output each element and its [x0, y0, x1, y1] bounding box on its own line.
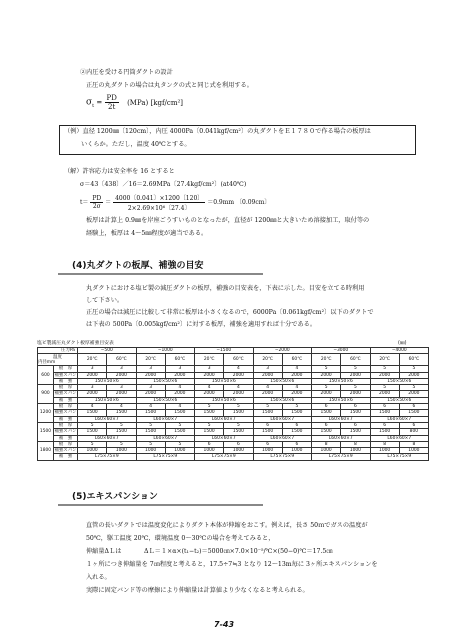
thickness-cell: 5	[78, 422, 107, 428]
span-cell: 2000	[195, 372, 224, 378]
span-cell: 1000	[282, 448, 311, 454]
fraction-1-num: PD	[92, 195, 102, 202]
reinforcement-cell: L60×60×7	[78, 416, 137, 422]
solution-line-1: （解）許容応力は安全率を 16 とすると	[64, 168, 175, 175]
reinforcement-cell: 150×50×6	[370, 378, 429, 384]
thickness-cell: 6	[282, 422, 311, 428]
diameter-cell: 900	[38, 385, 54, 404]
temp-header: 20℃	[195, 354, 224, 366]
span-cell: 1500	[253, 410, 282, 416]
thickness-cell: 4	[224, 385, 253, 391]
span-cell: 2000	[399, 372, 428, 378]
reinforcement-cell: 150×50×6	[195, 378, 254, 384]
section-2-title: ②内圧を受ける円筒ダクトの設計	[80, 69, 173, 76]
reinforcement-cell: 150×50×6	[78, 397, 137, 403]
result: ＝0.9mm 〔0.09cm〕	[207, 199, 271, 206]
thickness-cell: 4	[136, 404, 165, 410]
temp-header: 20℃	[136, 354, 165, 366]
span-cell: 1500	[107, 429, 136, 435]
span-cell: 1500	[136, 410, 165, 416]
span-cell: 2000	[370, 372, 399, 378]
thickness-cell: 3	[78, 366, 107, 372]
table-row	[38, 454, 429, 460]
section-5-underline	[58, 504, 263, 506]
thickness-cell: 4	[107, 404, 136, 410]
thickness-cell: 5	[341, 385, 370, 391]
fraction-1	[90, 195, 103, 210]
span-cell: 2000	[165, 391, 194, 397]
reinforcement-cell: 150×50×6	[78, 378, 137, 384]
t-lhs: t＝	[80, 199, 89, 206]
thickness-cell: 4	[282, 366, 311, 372]
thickness-cell: 4	[224, 366, 253, 372]
thickness-cell: 5	[165, 441, 194, 447]
span-cell: 1500	[341, 410, 370, 416]
row-label: 補強スパン	[54, 448, 77, 454]
sigma-symbol: σ	[86, 97, 93, 108]
span-cell: 1000	[78, 448, 107, 454]
thickness-cell: 3	[253, 366, 282, 372]
pressure-header: −2000	[253, 348, 312, 354]
fraction-1-den: 2σ	[92, 203, 101, 210]
section-4-p3: 正圧の場合は減圧に比較して非常に板厚は小さくなるので，6000Pa〔0.061kgf/cm²〕以下のダクトで	[86, 309, 374, 316]
span-cell: 1500	[312, 429, 341, 435]
reinforcement-cell: L60×60×7	[370, 416, 429, 422]
reinforcement-cell: 150×50×6	[195, 397, 254, 403]
formula-denominator: 2t	[108, 103, 116, 111]
diameter-cell: 1800	[38, 441, 54, 460]
thickness-cell: 5	[312, 366, 341, 372]
row-label: 補 強	[54, 378, 78, 384]
row-label: 補強スパン	[54, 372, 77, 378]
section-5-p3a: 伸縮量ΔＬは	[86, 548, 122, 555]
section-5-p1: 直管の長いダクトでは温度変化によりダクト本体が伸縮をおこす。例えば，長さ 50ｍでガスの温度が	[86, 522, 368, 529]
table-unit: (㎜)	[398, 341, 407, 346]
span-cell: 2000	[195, 391, 224, 397]
thickness-cell: 6	[370, 422, 399, 428]
fraction-2-den: 2×2.69×10⁶〔27.4〕	[127, 205, 191, 212]
section-4-p2: して下さい。	[86, 297, 124, 304]
thickness-formula	[80, 193, 270, 212]
span-cell: 2000	[341, 372, 370, 378]
section-4-p1: 丸ダクトにおける塩ビ製の減圧ダクトの板厚，補強の目安表を，下表に示した。目安を立てる時利用	[86, 285, 365, 292]
section-4-heading: (4)丸ダクトの板厚、補強の目安	[72, 261, 204, 271]
formula-equals: =	[96, 98, 103, 107]
row-label: 板 厚	[54, 404, 78, 410]
span-cell: 2000	[224, 391, 253, 397]
formula-fraction	[105, 94, 119, 111]
corner-pressure: 圧力Pa	[38, 348, 78, 354]
span-cell: 1500	[165, 410, 194, 416]
section-5-p6: 実際に固定バンド等の摩擦により伸縮量は計算値より少なくなると考えられる。	[86, 587, 309, 594]
thickness-cell: 3	[165, 366, 194, 372]
thickness-cell: 8	[370, 441, 399, 447]
thickness-cell: 5	[195, 404, 224, 410]
thickness-cell: 6	[341, 404, 370, 410]
fraction-2	[113, 193, 205, 212]
row-label: 板 厚	[54, 441, 78, 447]
thickness-table	[37, 347, 429, 461]
span-cell: 1000	[165, 448, 194, 454]
thickness-cell: 5	[399, 385, 428, 391]
reinforcement-cell: L60×60×7	[312, 435, 371, 441]
row-label: 板 厚	[54, 422, 78, 428]
reinforcement-cell: L75×75×9	[78, 454, 137, 460]
span-cell: 1500	[399, 410, 428, 416]
diameter-cell: 1200	[38, 404, 54, 423]
thickness-cell: 5	[107, 422, 136, 428]
span-cell: 1500	[341, 429, 370, 435]
thickness-cell: 5	[341, 366, 370, 372]
reinforcement-cell: 150×50×6	[136, 397, 195, 403]
span-cell: 1000	[370, 448, 399, 454]
temp-header: 60℃	[165, 354, 194, 366]
span-cell: 800	[399, 429, 428, 435]
row-label: 板 厚	[54, 366, 78, 372]
thickness-cell: 5	[78, 441, 107, 447]
reinforcement-cell: L75×75×9	[195, 454, 254, 460]
section-4-underline	[58, 273, 263, 275]
thickness-cell: 6	[312, 422, 341, 428]
temp-header: 60℃	[107, 354, 136, 366]
span-cell: 1500	[370, 410, 399, 416]
solution-line-2: σ＝43〔438〕／16＝2.69MPa〔27.4kgf/cm²〕(at40℃)	[80, 181, 247, 188]
thickness-cell: 5	[224, 422, 253, 428]
span-cell: 2000	[253, 391, 282, 397]
reinforcement-cell: 150×50×6	[136, 378, 195, 384]
span-cell: 1500	[253, 429, 282, 435]
reinforcement-cell: L60×60×7	[253, 416, 312, 422]
span-cell: 1500	[107, 410, 136, 416]
row-label: 補 強	[54, 416, 78, 422]
span-cell: 1000	[399, 448, 428, 454]
span-cell: 1000	[341, 448, 370, 454]
diameter-cell: 1500	[38, 422, 54, 441]
section-4-p4: は下表の 500Pa〔0.005kgf/cm²〕に対する板厚，補強を適用すれば十分である。	[86, 321, 317, 328]
reinforcement-cell: L60×60×7	[195, 435, 254, 441]
thickness-cell: 5	[312, 385, 341, 391]
span-cell: 2000	[312, 391, 341, 397]
span-cell: 1000	[195, 448, 224, 454]
thickness-cell: 5	[136, 441, 165, 447]
span-cell: 1000	[312, 448, 341, 454]
span-cell: 1500	[224, 429, 253, 435]
pressure-header: −4000	[370, 348, 429, 354]
span-cell: 2000	[370, 391, 399, 397]
example-line-2: いくらか。ただし，温度 40℃とする。	[81, 141, 191, 148]
thickness-cell: 3	[136, 366, 165, 372]
span-cell: 1500	[195, 429, 224, 435]
thickness-cell: 5	[370, 385, 399, 391]
section-5-p4: １ヶ所につき伸縮量を 7㎝程度と考えると，17.5÷7≒3 となり 12～13m毎に 3ヶ所エキスパンションを	[86, 561, 378, 568]
thickness-cell: 5	[282, 404, 311, 410]
section-5-p2: 50℃，駆工温度 20℃，環境温度 0～30℃の場合を考えてみると，	[86, 535, 275, 542]
reinforcement-cell: L60×60×7	[136, 416, 195, 422]
thickness-cell: 6	[253, 441, 282, 447]
reinforcement-cell: L75×75×9	[253, 454, 312, 460]
thickness-cell: 6	[195, 441, 224, 447]
span-cell: 1500	[224, 410, 253, 416]
formula-numerator: PD	[106, 94, 117, 102]
span-cell: 1500	[136, 429, 165, 435]
span-cell: 1500	[165, 429, 194, 435]
reinforcement-cell: 150×50×6	[253, 397, 312, 403]
span-cell: 2000	[224, 372, 253, 378]
reinforcement-cell: L60×60×7	[136, 435, 195, 441]
span-cell: 1500	[78, 410, 107, 416]
thickness-cell: 4	[195, 385, 224, 391]
reinforcement-cell: 150×50×6	[370, 397, 429, 403]
temp-header: 20℃	[370, 354, 399, 366]
thickness-cell: 5	[195, 422, 224, 428]
span-cell: 1500	[282, 410, 311, 416]
reinforcement-cell: L75×75×9	[312, 454, 371, 460]
reinforcement-cell: L60×60×7	[195, 416, 254, 422]
temp-header: 60℃	[224, 354, 253, 366]
span-cell: 2000	[136, 372, 165, 378]
thickness-cell: 4	[78, 404, 107, 410]
span-cell: 2000	[253, 372, 282, 378]
thickness-cell: 6	[399, 404, 428, 410]
thickness-cell: 3	[78, 385, 107, 391]
thickness-cell: 6	[224, 441, 253, 447]
temp-header: 60℃	[282, 354, 311, 366]
corner-diameter: 内径mm	[38, 359, 56, 365]
row-label: 板 厚	[54, 385, 78, 391]
thickness-cell: 3	[195, 366, 224, 372]
pressure-header: −3000	[312, 348, 371, 354]
corner-temp: 温度	[53, 354, 62, 360]
solution-line-3: 板厚は計算上 0.9㎜を岸座ごうすいものとなったが，直径が 1200㎜と大きいため溶接加工，取付等の	[86, 217, 370, 224]
thickness-cell: 6	[282, 441, 311, 447]
temp-header: 20℃	[312, 354, 341, 366]
example-line-1: （例）直径 1200㎜〔120cm〕，内圧 4000Pa〔0.041kgf/cm²〕の丸ダクトをＥ１７８０で作る場合の板厚は	[64, 128, 371, 135]
section-5-heading: (5)エキスパンション	[72, 492, 158, 502]
span-cell: 2000	[282, 391, 311, 397]
thickness-cell: 3	[136, 385, 165, 391]
reinforcement-cell: L75×75×9	[136, 454, 195, 460]
thickness-cell: 8	[399, 441, 428, 447]
page-number: 7-43	[214, 620, 235, 629]
span-cell: 2000	[282, 372, 311, 378]
reinforcement-cell: L60×60×7	[370, 435, 429, 441]
temp-header: 60℃	[341, 354, 370, 366]
row-label: 補 強	[54, 397, 78, 403]
row-label: 補強スパン	[54, 391, 77, 397]
thickness-cell: 8	[341, 441, 370, 447]
pressure-header: −1500	[195, 348, 254, 354]
thickness-cell: 6	[253, 422, 282, 428]
row-label: 補強スパン	[54, 429, 77, 435]
span-cell: 1000	[136, 448, 165, 454]
fraction-2-num: 4000〔0.041〕×1200〔120〕	[115, 195, 204, 202]
span-cell: 1500	[78, 429, 107, 435]
thickness-cell: 5	[399, 366, 428, 372]
thickness-cell: 6	[341, 422, 370, 428]
thickness-cell: 6	[370, 404, 399, 410]
thickness-cell: 8	[312, 441, 341, 447]
thickness-cell: 3	[107, 366, 136, 372]
thickness-cell: 4	[253, 385, 282, 391]
span-cell: 1500	[312, 410, 341, 416]
section-5-p3b: ΔＬ＝１×α×(t₁−t₂)＝5000㎝×7.0×10⁻⁵/℃×(50−0)℃＝17.5㎝	[144, 548, 333, 555]
span-cell: 2000	[341, 391, 370, 397]
thickness-cell: 4	[165, 385, 194, 391]
thickness-cell: 6	[312, 404, 341, 410]
diameter-cell: 600	[38, 366, 54, 385]
pressure-header: −1000	[136, 348, 195, 354]
reinforcement-cell: 150×50×6	[312, 378, 371, 384]
thickness-cell: 5	[224, 404, 253, 410]
reinforcement-cell: L60×60×7	[312, 416, 371, 422]
row-label: 補強スパン	[54, 410, 77, 416]
reinforcement-cell: L60×60×7	[253, 435, 312, 441]
thickness-cell: 5	[136, 422, 165, 428]
span-cell: 2000	[78, 391, 107, 397]
span-cell: 2000	[107, 372, 136, 378]
span-cell: 2000	[165, 372, 194, 378]
span-cell: 2000	[78, 372, 107, 378]
span-cell: 1000	[253, 448, 282, 454]
formula-unit: (MPa) [kgf/cm²]	[127, 98, 183, 107]
thickness-cell: 5	[253, 404, 282, 410]
reinforcement-cell: L60×60×7	[78, 435, 137, 441]
solution-line-4: 経験上，板厚は 4～5㎜程度が適当である。	[86, 230, 208, 237]
thickness-cell: 5	[107, 441, 136, 447]
thickness-cell: 6	[399, 422, 428, 428]
table-header-temp	[38, 354, 429, 366]
sigma-subscript: t	[92, 102, 95, 109]
temp-header: 60℃	[399, 354, 428, 366]
reinforcement-cell: 150×50×6	[312, 397, 371, 403]
temp-header: 20℃	[253, 354, 282, 366]
thickness-cell: 5	[370, 366, 399, 372]
span-cell: 2000	[312, 372, 341, 378]
temp-header: 20℃	[78, 354, 107, 366]
row-label: 補 強	[54, 454, 78, 460]
span-cell: 1500	[370, 429, 399, 435]
span-cell: 1000	[107, 448, 136, 454]
section-2-text: 正圧の丸ダクトの場合は丸タンクの式と同じ式を利用する。	[86, 82, 253, 89]
section-5-p5: 入れる。	[86, 574, 111, 581]
corner-cell	[38, 354, 78, 366]
span-cell: 2000	[399, 391, 428, 397]
row-label: 補 強	[54, 435, 78, 441]
span-cell: 1500	[195, 410, 224, 416]
span-cell: 1500	[282, 429, 311, 435]
reinforcement-cell: L75×75×9	[370, 454, 429, 460]
thickness-cell: 5	[165, 422, 194, 428]
span-cell: 2000	[136, 391, 165, 397]
span-cell: 2000	[107, 391, 136, 397]
span-cell: 1000	[224, 448, 253, 454]
thickness-cell: 4	[165, 404, 194, 410]
thickness-cell: 4	[282, 385, 311, 391]
table-caption: 塩ビ製減圧丸ダクト板厚補強目安表	[37, 341, 114, 346]
reinforcement-cell: 150×50×6	[253, 378, 312, 384]
pressure-header: −500	[78, 348, 137, 354]
equals: ＝	[105, 199, 112, 206]
thickness-cell: 3	[107, 385, 136, 391]
stress-formula	[86, 94, 183, 111]
